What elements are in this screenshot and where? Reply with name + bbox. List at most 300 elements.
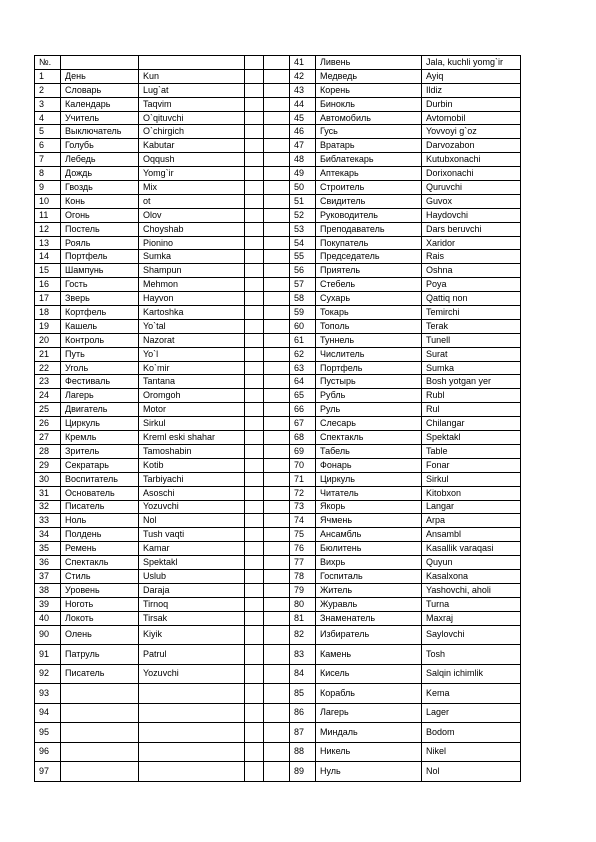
right-number-cell: 69 xyxy=(290,444,316,458)
left-number-cell: 20 xyxy=(35,333,61,347)
left-uzbek-word: Nol xyxy=(139,514,245,528)
right-number-cell: 43 xyxy=(290,83,316,97)
spacer-cell xyxy=(245,528,264,542)
spacer-cell xyxy=(264,762,290,782)
spacer-cell xyxy=(264,542,290,556)
right-uzbek-word: Dars beruvchi xyxy=(422,222,521,236)
left-russian-word: Двигатель xyxy=(61,403,139,417)
right-russian-word: Бинокль xyxy=(316,97,422,111)
left-russian-word xyxy=(61,703,139,723)
spacer-cell xyxy=(245,333,264,347)
table-row xyxy=(35,194,521,208)
spacer-cell xyxy=(264,264,290,278)
left-russian-word: Ремень xyxy=(61,542,139,556)
left-russian-word: Кашель xyxy=(61,319,139,333)
spacer-cell xyxy=(264,403,290,417)
right-uzbek-word: Avtomobil xyxy=(422,111,521,125)
right-russian-word: Бюлитень xyxy=(316,542,422,556)
right-number-cell: 87 xyxy=(290,723,316,743)
spacer-cell xyxy=(264,569,290,583)
left-uzbek-word: Hayvon xyxy=(139,292,245,306)
right-number-cell: 49 xyxy=(290,167,316,181)
spacer-cell xyxy=(264,361,290,375)
spacer-cell xyxy=(245,645,264,665)
right-number-cell: 56 xyxy=(290,264,316,278)
table-row xyxy=(35,528,521,542)
left-number-cell: 7 xyxy=(35,153,61,167)
left-russian-word: Словарь xyxy=(61,83,139,97)
left-number-cell: 13 xyxy=(35,236,61,250)
right-russian-word: Табель xyxy=(316,444,422,458)
spacer-cell xyxy=(264,742,290,762)
left-number-cell: 91 xyxy=(35,645,61,665)
right-russian-word: Свидитель xyxy=(316,194,422,208)
left-number-cell: 93 xyxy=(35,684,61,704)
left-number-cell: 28 xyxy=(35,444,61,458)
left-uzbek-word: Sirkul xyxy=(139,417,245,431)
spacer-cell xyxy=(245,444,264,458)
spacer-cell xyxy=(264,139,290,153)
right-russian-word: Знаменатель xyxy=(316,611,422,625)
right-russian-word: Вихрь xyxy=(316,556,422,570)
spacer-cell xyxy=(245,472,264,486)
left-uzbek-word xyxy=(139,742,245,762)
left-number-cell: 90 xyxy=(35,625,61,645)
right-russian-word: Стебель xyxy=(316,278,422,292)
right-uzbek-word: Surat xyxy=(422,347,521,361)
right-russian-word: Руль xyxy=(316,403,422,417)
right-uzbek-word: Kasalxona xyxy=(422,569,521,583)
left-russian-word: Ноготь xyxy=(61,597,139,611)
spacer-cell xyxy=(264,56,290,70)
right-uzbek-word: Maxraj xyxy=(422,611,521,625)
left-uzbek-word xyxy=(139,684,245,704)
left-number-cell: 11 xyxy=(35,208,61,222)
left-uzbek-word: O`qituvchi xyxy=(139,111,245,125)
right-number-cell: 61 xyxy=(290,333,316,347)
left-number-cell: 34 xyxy=(35,528,61,542)
left-number-cell: 8 xyxy=(35,167,61,181)
table-row xyxy=(35,762,521,782)
spacer-cell xyxy=(245,556,264,570)
right-russian-word: Миндаль xyxy=(316,723,422,743)
spacer-cell xyxy=(264,375,290,389)
vocabulary-table-body xyxy=(35,56,521,782)
spacer-cell xyxy=(245,762,264,782)
table-row xyxy=(35,153,521,167)
left-number-cell: 92 xyxy=(35,664,61,684)
table-row xyxy=(35,208,521,222)
left-number-cell: 16 xyxy=(35,278,61,292)
left-russian-word: Выключатель xyxy=(61,125,139,139)
left-russian-word: Уровень xyxy=(61,583,139,597)
left-number-cell: 10 xyxy=(35,194,61,208)
right-uzbek-word: Salqin ichimlik xyxy=(422,664,521,684)
right-uzbek-word: Nol xyxy=(422,762,521,782)
left-number-cell: 6 xyxy=(35,139,61,153)
right-russian-word: Лагерь xyxy=(316,703,422,723)
right-russian-word: Портфель xyxy=(316,361,422,375)
right-uzbek-word: Darvozabon xyxy=(422,139,521,153)
left-uzbek-word: Yozuvchi xyxy=(139,664,245,684)
right-uzbek-word: Ansambl xyxy=(422,528,521,542)
right-uzbek-word: Spektakl xyxy=(422,431,521,445)
table-row xyxy=(35,597,521,611)
left-russian-word: Кортфель xyxy=(61,306,139,320)
right-russian-word: Спектакль xyxy=(316,431,422,445)
table-row xyxy=(35,742,521,762)
left-uzbek-word: Oqqush xyxy=(139,153,245,167)
left-number-cell: 5 xyxy=(35,125,61,139)
left-russian-word: Спектакль xyxy=(61,556,139,570)
right-russian-word: Житель xyxy=(316,583,422,597)
right-russian-word: Рубль xyxy=(316,389,422,403)
right-number-cell: 86 xyxy=(290,703,316,723)
left-russian-word: Гвоздь xyxy=(61,181,139,195)
spacer-cell xyxy=(264,500,290,514)
spacer-cell xyxy=(264,389,290,403)
left-number-cell: 14 xyxy=(35,250,61,264)
table-row xyxy=(35,292,521,306)
spacer-cell xyxy=(245,264,264,278)
right-number-cell: 81 xyxy=(290,611,316,625)
spacer-cell xyxy=(245,306,264,320)
spacer-cell xyxy=(245,458,264,472)
right-uzbek-word: Fonar xyxy=(422,458,521,472)
right-uzbek-word: Quruvchi xyxy=(422,181,521,195)
spacer-cell xyxy=(264,556,290,570)
left-number-cell: 15 xyxy=(35,264,61,278)
left-number-cell: 31 xyxy=(35,486,61,500)
table-row xyxy=(35,139,521,153)
right-uzbek-word: Yashovchi, aholi xyxy=(422,583,521,597)
right-russian-word: Пустырь xyxy=(316,375,422,389)
table-row xyxy=(35,583,521,597)
right-number-cell: 67 xyxy=(290,417,316,431)
table-row xyxy=(35,542,521,556)
right-number-cell: 74 xyxy=(290,514,316,528)
right-uzbek-word: Sirkul xyxy=(422,472,521,486)
spacer-cell xyxy=(245,222,264,236)
left-uzbek-word: Mehmon xyxy=(139,278,245,292)
right-uzbek-word: Dorixonachi xyxy=(422,167,521,181)
right-number-cell: 79 xyxy=(290,583,316,597)
right-number-cell: 55 xyxy=(290,250,316,264)
right-uzbek-word: Arpa xyxy=(422,514,521,528)
right-uzbek-word: Langar xyxy=(422,500,521,514)
spacer-cell xyxy=(264,684,290,704)
spacer-cell xyxy=(245,194,264,208)
right-russian-word: Госпиталь xyxy=(316,569,422,583)
left-number-cell: 24 xyxy=(35,389,61,403)
spacer-cell xyxy=(245,514,264,528)
left-uzbek-word: Daraja xyxy=(139,583,245,597)
left-number-cell: 17 xyxy=(35,292,61,306)
right-uzbek-word: Kasallik varaqasi xyxy=(422,542,521,556)
spacer-cell xyxy=(264,278,290,292)
left-uzbek-word: Shampun xyxy=(139,264,245,278)
right-uzbek-word: Rais xyxy=(422,250,521,264)
left-number-cell: 30 xyxy=(35,472,61,486)
spacer-cell xyxy=(264,583,290,597)
left-russian-word: Портфель xyxy=(61,250,139,264)
right-russian-word: Тополь xyxy=(316,319,422,333)
spacer-cell xyxy=(264,111,290,125)
right-number-cell: 82 xyxy=(290,625,316,645)
spacer-cell xyxy=(245,542,264,556)
right-uzbek-word: Rubl xyxy=(422,389,521,403)
right-russian-word: Вратарь xyxy=(316,139,422,153)
table-row xyxy=(35,125,521,139)
left-uzbek-word: Tush vaqti xyxy=(139,528,245,542)
right-russian-word: Корень xyxy=(316,83,422,97)
spacer-cell xyxy=(245,319,264,333)
left-russian-word: Писатель xyxy=(61,500,139,514)
table-row xyxy=(35,684,521,704)
spacer-cell xyxy=(245,56,264,70)
spacer-cell xyxy=(264,333,290,347)
spacer-cell xyxy=(245,583,264,597)
spacer-cell xyxy=(264,83,290,97)
table-row xyxy=(35,278,521,292)
spacer-cell xyxy=(245,723,264,743)
spacer-cell xyxy=(264,208,290,222)
spacer-cell xyxy=(245,389,264,403)
right-uzbek-word: Bosh yotgan yer xyxy=(422,375,521,389)
left-number-cell: 19 xyxy=(35,319,61,333)
table-row xyxy=(35,167,521,181)
table-row xyxy=(35,361,521,375)
right-russian-word: Кисель xyxy=(316,664,422,684)
left-uzbek-word: O`chirgich xyxy=(139,125,245,139)
left-number-cell: 37 xyxy=(35,569,61,583)
spacer-cell xyxy=(264,319,290,333)
right-number-cell: 45 xyxy=(290,111,316,125)
right-russian-word: Строитель xyxy=(316,181,422,195)
left-uzbek-word: Tirnoq xyxy=(139,597,245,611)
right-number-cell: 58 xyxy=(290,292,316,306)
spacer-cell xyxy=(264,703,290,723)
spacer-cell xyxy=(245,153,264,167)
table-row xyxy=(35,306,521,320)
table-row xyxy=(35,486,521,500)
right-uzbek-word: Lager xyxy=(422,703,521,723)
left-russian-word: Лебедь xyxy=(61,153,139,167)
left-russian-word: Зритель xyxy=(61,444,139,458)
right-russian-word: Преподаватель xyxy=(316,222,422,236)
right-uzbek-word: Table xyxy=(422,444,521,458)
vocabulary-table xyxy=(34,55,521,782)
right-uzbek-word: Tunell xyxy=(422,333,521,347)
left-uzbek-word: Spektakl xyxy=(139,556,245,570)
left-uzbek-word: Kartoshka xyxy=(139,306,245,320)
right-number-cell: 77 xyxy=(290,556,316,570)
spacer-cell xyxy=(245,97,264,111)
table-row xyxy=(35,83,521,97)
table-row xyxy=(35,264,521,278)
spacer-cell xyxy=(264,472,290,486)
right-russian-word: Председатель xyxy=(316,250,422,264)
right-russian-word: Корабль xyxy=(316,684,422,704)
left-uzbek-word: Kabutar xyxy=(139,139,245,153)
spacer-cell xyxy=(245,361,264,375)
right-uzbek-word: Terak xyxy=(422,319,521,333)
right-uzbek-word: Yovvoyi g`oz xyxy=(422,125,521,139)
spacer-cell xyxy=(245,181,264,195)
left-uzbek-word: Yo`l xyxy=(139,347,245,361)
spacer-cell xyxy=(245,83,264,97)
spacer-cell xyxy=(264,417,290,431)
right-russian-word: Сухарь xyxy=(316,292,422,306)
table-row xyxy=(35,514,521,528)
spacer-cell xyxy=(245,431,264,445)
empty-cell xyxy=(61,56,139,70)
right-uzbek-word: Chilangar xyxy=(422,417,521,431)
spacer-cell xyxy=(245,597,264,611)
left-uzbek-word: Tarbiyachi xyxy=(139,472,245,486)
left-russian-word: Зверь xyxy=(61,292,139,306)
right-russian-word: Ливень xyxy=(316,56,422,70)
spacer-cell xyxy=(264,528,290,542)
spacer-cell xyxy=(245,236,264,250)
left-russian-word: Гость xyxy=(61,278,139,292)
left-russian-word: Огонь xyxy=(61,208,139,222)
table-row xyxy=(35,703,521,723)
right-number-cell: 53 xyxy=(290,222,316,236)
right-number-cell: 57 xyxy=(290,278,316,292)
right-russian-word: Нуль xyxy=(316,762,422,782)
left-number-cell: 33 xyxy=(35,514,61,528)
right-uzbek-word: Ildiz xyxy=(422,83,521,97)
left-uzbek-word xyxy=(139,703,245,723)
spacer-cell xyxy=(264,292,290,306)
left-russian-word: Фестиваль xyxy=(61,375,139,389)
right-uzbek-word: Ayiq xyxy=(422,69,521,83)
spacer-cell xyxy=(264,611,290,625)
right-uzbek-word: Qattiq non xyxy=(422,292,521,306)
table-row xyxy=(35,375,521,389)
spacer-cell xyxy=(264,153,290,167)
right-uzbek-word: Kitobxon xyxy=(422,486,521,500)
left-number-cell: 21 xyxy=(35,347,61,361)
left-russian-word: Олень xyxy=(61,625,139,645)
right-number-cell: 78 xyxy=(290,569,316,583)
right-russian-word: Ячмень xyxy=(316,514,422,528)
spacer-cell xyxy=(264,347,290,361)
right-uzbek-word: Haydovchi xyxy=(422,208,521,222)
right-uzbek-word: Sumka xyxy=(422,361,521,375)
table-header-row xyxy=(35,56,521,70)
right-uzbek-word: Tosh xyxy=(422,645,521,665)
right-number-cell: 48 xyxy=(290,153,316,167)
spacer-cell xyxy=(264,250,290,264)
table-row xyxy=(35,664,521,684)
spacer-cell xyxy=(245,625,264,645)
left-number-cell: 97 xyxy=(35,762,61,782)
spacer-cell xyxy=(264,306,290,320)
left-uzbek-word: Patrul xyxy=(139,645,245,665)
right-russian-word: Токарь xyxy=(316,306,422,320)
table-row xyxy=(35,111,521,125)
right-number-cell: 70 xyxy=(290,458,316,472)
spacer-cell xyxy=(264,444,290,458)
table-row xyxy=(35,458,521,472)
right-number-cell: 68 xyxy=(290,431,316,445)
left-uzbek-word: Taqvim xyxy=(139,97,245,111)
right-uzbek-word: Xaridor xyxy=(422,236,521,250)
left-number-cell: 94 xyxy=(35,703,61,723)
right-russian-word: Журавль xyxy=(316,597,422,611)
left-number-cell: 18 xyxy=(35,306,61,320)
left-uzbek-word: Olov xyxy=(139,208,245,222)
spacer-cell xyxy=(245,403,264,417)
left-russian-word xyxy=(61,684,139,704)
right-number-cell: 51 xyxy=(290,194,316,208)
spacer-cell xyxy=(245,703,264,723)
right-number-cell: 52 xyxy=(290,208,316,222)
left-russian-word: Стиль xyxy=(61,569,139,583)
table-row xyxy=(35,723,521,743)
spacer-cell xyxy=(264,97,290,111)
left-number-cell: 40 xyxy=(35,611,61,625)
document-page xyxy=(34,55,521,782)
left-russian-word: Шампунь xyxy=(61,264,139,278)
left-russian-word: Календарь xyxy=(61,97,139,111)
right-number-cell: 59 xyxy=(290,306,316,320)
spacer-cell xyxy=(264,723,290,743)
right-uzbek-word: Oshna xyxy=(422,264,521,278)
right-russian-word: Приятель xyxy=(316,264,422,278)
right-russian-word: Ансамбль xyxy=(316,528,422,542)
table-row xyxy=(35,431,521,445)
right-uzbek-word: Rul xyxy=(422,403,521,417)
left-russian-word: День xyxy=(61,69,139,83)
left-russian-word: Секратарь xyxy=(61,458,139,472)
right-russian-word: Медведь xyxy=(316,69,422,83)
table-row xyxy=(35,319,521,333)
right-number-cell: 65 xyxy=(290,389,316,403)
left-number-cell: 27 xyxy=(35,431,61,445)
right-number-cell: 64 xyxy=(290,375,316,389)
left-uzbek-word: Kiyik xyxy=(139,625,245,645)
right-number-cell: 80 xyxy=(290,597,316,611)
left-uzbek-word: Tantana xyxy=(139,375,245,389)
right-uzbek-word: Kema xyxy=(422,684,521,704)
right-number-cell: 66 xyxy=(290,403,316,417)
right-russian-word: Аптекарь xyxy=(316,167,422,181)
table-row xyxy=(35,333,521,347)
right-russian-word: Читатель xyxy=(316,486,422,500)
left-uzbek-word: Ko`mir xyxy=(139,361,245,375)
right-number-cell: 63 xyxy=(290,361,316,375)
left-uzbek-word: Yomg`ir xyxy=(139,167,245,181)
left-russian-word: Писатель xyxy=(61,664,139,684)
right-number-cell: 76 xyxy=(290,542,316,556)
spacer-cell xyxy=(245,742,264,762)
left-uzbek-word: ot xyxy=(139,194,245,208)
spacer-cell xyxy=(264,194,290,208)
left-uzbek-word: Uslub xyxy=(139,569,245,583)
left-russian-word: Дождь xyxy=(61,167,139,181)
left-russian-word: Голубь xyxy=(61,139,139,153)
table-row xyxy=(35,611,521,625)
right-russian-word: Библатекарь xyxy=(316,153,422,167)
right-russian-word: Никель xyxy=(316,742,422,762)
left-uzbek-word: Mix xyxy=(139,181,245,195)
right-russian-word: Слесарь xyxy=(316,417,422,431)
right-russian-word: Камень xyxy=(316,645,422,665)
left-uzbek-word: Motor xyxy=(139,403,245,417)
